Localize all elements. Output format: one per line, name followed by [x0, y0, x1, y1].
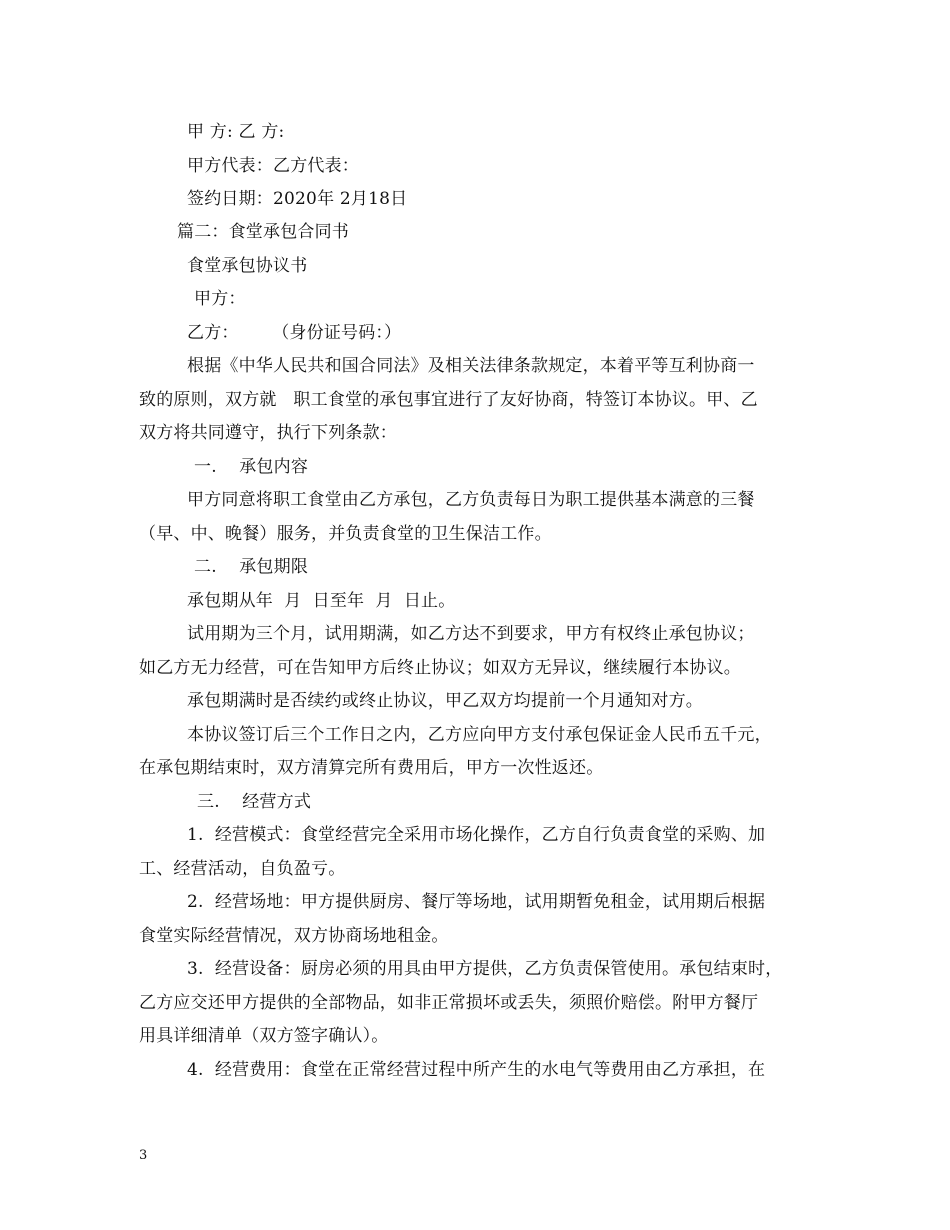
party-line: 甲 方: 乙 方:: [187, 122, 285, 142]
paragraph-line: 甲方同意将职工食堂由乙方承包，乙方负责每日为职工提供基本满意的三餐: [187, 490, 755, 510]
party-a-line: 甲方：: [194, 289, 246, 309]
paragraph-line: 双方将共同遵守，执行下列条款：: [139, 423, 397, 443]
paragraph-line: 2. 经营场地：甲方提供厨房、餐厅等场地，试用期暂免租金，试用期后根据: [187, 892, 766, 912]
document-title: 食堂承包协议书: [187, 256, 308, 276]
paragraph-line: 用具详细清单（双方签字确认）。: [139, 1026, 389, 1046]
paragraph-line: 工、经营活动，自负盈亏。: [139, 859, 346, 879]
paragraph-line: 乙方应交还甲方提供的全部物品，如非正常损坏或丢失，须照价赔偿。附甲方餐厅: [139, 993, 759, 1013]
paragraph-line: 3. 经营设备：厨房必须的用具由甲方提供，乙方负责保管使用。承包结束时，: [187, 959, 783, 979]
paragraph-line: 1. 经营模式：食堂经营完全采用市场化操作，乙方自行负责食堂的采购、加: [187, 825, 766, 845]
sign-date-line: 签约日期：2020年 2月18日: [187, 189, 408, 209]
paragraph-line: 根据《中华人民共和国合同法》及相关法律条款规定，本着平等互利协商一: [187, 356, 755, 376]
paragraph-line: 承包期满时是否续约或终止协议，甲乙双方均提前一个月通知对方。: [187, 691, 703, 711]
section-heading: 篇二：食堂承包合同书: [177, 222, 349, 242]
paragraph-line: 如乙方无力经营，可在告知甲方后终止协议；如双方无异议，继续履行本协议。: [139, 658, 741, 678]
paragraph-line: （早、中、晚餐）服务，并负责食堂的卫生保洁工作。: [139, 524, 552, 544]
paragraph-line: 承包期从年 月 日至年 月 日止。: [187, 591, 456, 611]
paragraph-line: 本协议签订后三个工作日之内，乙方应向甲方支付承包保证金人民币五千元，: [187, 725, 772, 745]
representative-line: 甲方代表：乙方代表：: [187, 156, 359, 176]
clause-heading: 二. 承包期限: [194, 557, 309, 577]
paragraph-line: 试用期为三个月，试用期满，如乙方达不到要求，甲方有权终止承包协议；: [187, 624, 755, 644]
page-number: 3: [139, 1148, 148, 1163]
clause-heading: 一. 承包内容: [194, 457, 309, 477]
paragraph-line: 4. 经营费用：食堂在正常经营过程中所产生的水电气等费用由乙方承担，在: [187, 1060, 766, 1080]
party-b-line: 乙方： （身份证号码：）: [187, 323, 402, 343]
paragraph-line: 食堂实际经营情况，双方协商场地租金。: [139, 926, 449, 946]
paragraph-line: 在承包期结束时，双方清算完所有费用后，甲方一次性返还。: [139, 758, 604, 778]
clause-heading: 三. 经营方式: [197, 792, 312, 812]
paragraph-line: 致的原则，双方就 职工食堂的承包事宜进行了友好协商，特签订本协议。甲、乙: [139, 390, 758, 410]
